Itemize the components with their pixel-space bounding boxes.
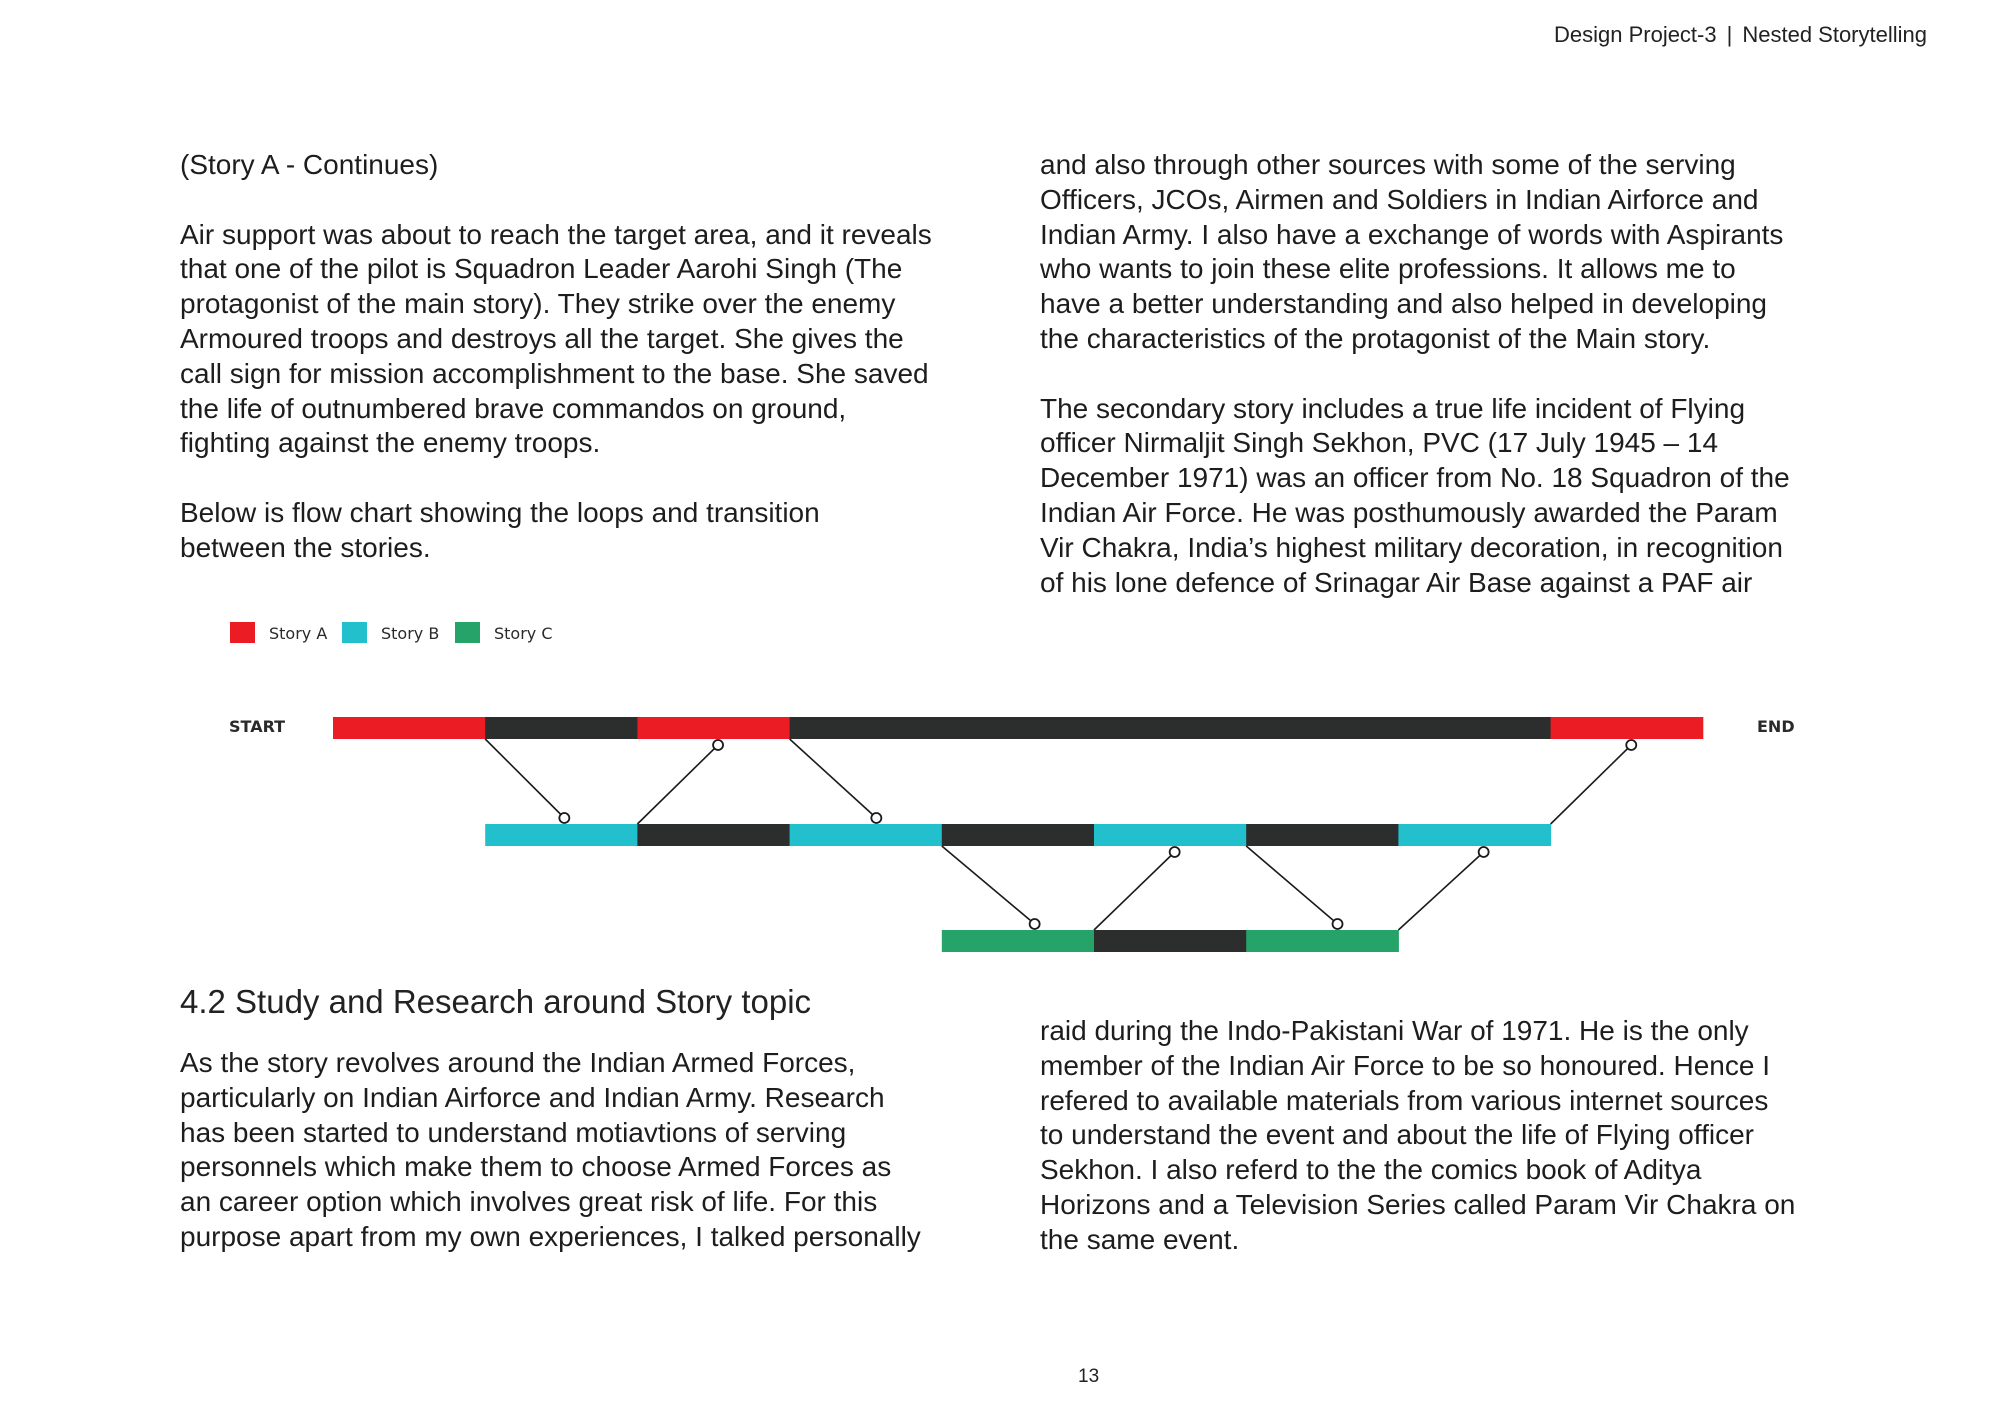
legend-label-story-a: Story A: [269, 624, 328, 643]
page-number: 13: [1078, 1366, 1100, 1387]
header-separator: |: [1726, 22, 1733, 47]
transition-node: [713, 740, 723, 750]
research-sources-paragraph: and also through other sources with some of the serving Officers, JCOs, Airmen and Soldiers in Indian Airforce and Indian Army. I also have a exchange of words with Aspirants who wants to join these elite professions. It allows me to have a better understanding and also helped in developing the characteristics of the protagonist of the Main story.: [1040, 149, 1784, 354]
sekhon-paragraph: raid during the Indo-Pakistani War of 1971. He is the only member of the Indian Air Force to be so honoured. Hence I refered to available materials from various internet sources to understand the event and about the life of Flying officer Sekhon. I also referd to the the comics book of Aditya Horizons and a Television Series called Param Vir Chakra on the same event.: [1040, 1015, 1796, 1255]
transition-node: [1333, 919, 1343, 929]
legend-swatch-story-c: [455, 622, 480, 643]
chart-legend: [230, 622, 553, 643]
legend-label-story-b: Story B: [381, 624, 440, 643]
secondary-story-paragraph: The secondary story includes a true life incident of Flying officer Nirmaljit Singh Sekhon, PVC (17 July 1945 – 14 December 1971) was an officer from No. 18 Squadron of the Indian Air Force. He was posthumously awarded the Param Vir Chakra, India’s highest military decoration, in recognition of his lone defence of Srinagar Air Base against a PAF air: [1040, 392, 1790, 598]
segment-story-a: [333, 717, 486, 739]
segment-story-b: [790, 824, 943, 846]
section-heading: 4.2 Study and Research around Story topic: [180, 983, 812, 1020]
transition-line: [637, 745, 718, 824]
legend-swatch-story-a: [230, 622, 255, 643]
transition-line: [485, 739, 564, 818]
transition-line: [1094, 852, 1175, 930]
right-column-top: [1040, 148, 1870, 600]
end-label: END: [1757, 717, 1795, 736]
transition-node: [559, 813, 569, 823]
segment-story-b: [485, 824, 638, 846]
story-a-paragraph: Air support was about to reach the target area, and it reveals that one of the pilot is Squadron Leader Aarohi Singh (The protagonist of the main story). They strike over the enemy Armoured troops and destroys all the target. She gives the call sign for mission accomplishment to the base. She saved the life of outnumbered brave commandos on ground, fighting against the enemy troops.: [180, 218, 932, 459]
story-bars: [333, 717, 1703, 952]
story-a-continues-label: (Story A - Continues): [180, 149, 439, 180]
page-header: [1554, 22, 1927, 48]
segment-story-a: [1551, 717, 1704, 739]
transition-node: [1170, 847, 1180, 857]
transition-line: [942, 846, 1035, 924]
transition-line: [790, 739, 877, 818]
inactive-segment-story-a: [790, 717, 1552, 739]
transition-node: [1030, 919, 1040, 929]
transition-node: [1479, 847, 1489, 857]
transition-line: [1246, 846, 1337, 924]
left-column-bottom: [180, 980, 1010, 1255]
start-label: START: [229, 717, 286, 736]
inactive-segment-story-b: [1246, 824, 1399, 846]
story-flow-chart: [0, 600, 2000, 980]
segment-story-c: [1246, 930, 1399, 952]
right-column-bottom: [1040, 1014, 1870, 1258]
legend-swatch-story-b: [342, 622, 367, 643]
segment-story-c: [942, 930, 1095, 952]
inactive-segment-story-c: [1094, 930, 1247, 952]
segment-story-a: [637, 717, 790, 739]
project-name: Design Project-3: [1553, 22, 1717, 47]
inactive-segment-story-a: [485, 717, 638, 739]
segment-story-b: [1398, 824, 1551, 846]
transition-line: [1551, 745, 1632, 824]
transition-node: [1626, 740, 1636, 750]
flowchart-intro-paragraph: Below is flow chart showing the loops and transition between the stories.: [180, 496, 820, 563]
legend-label-story-c: Story C: [494, 624, 553, 643]
research-paragraph: As the story revolves around the Indian Armed Forces, particularly on Indian Airforce and Indian Army. Research has been started to understand motiavtions of serving personnels which make them to choose Armed Forces as an career option which involves great risk of life. For this purpose apart from my own experiences, I talked personally: [180, 1047, 921, 1252]
transition-node: [871, 813, 881, 823]
transition-line: [1398, 852, 1483, 930]
segment-story-b: [1094, 824, 1247, 846]
inactive-segment-story-b: [942, 824, 1095, 846]
left-column-top: [180, 148, 1010, 566]
document-title: Nested Storytelling: [1742, 22, 1927, 47]
inactive-segment-story-b: [637, 824, 790, 846]
